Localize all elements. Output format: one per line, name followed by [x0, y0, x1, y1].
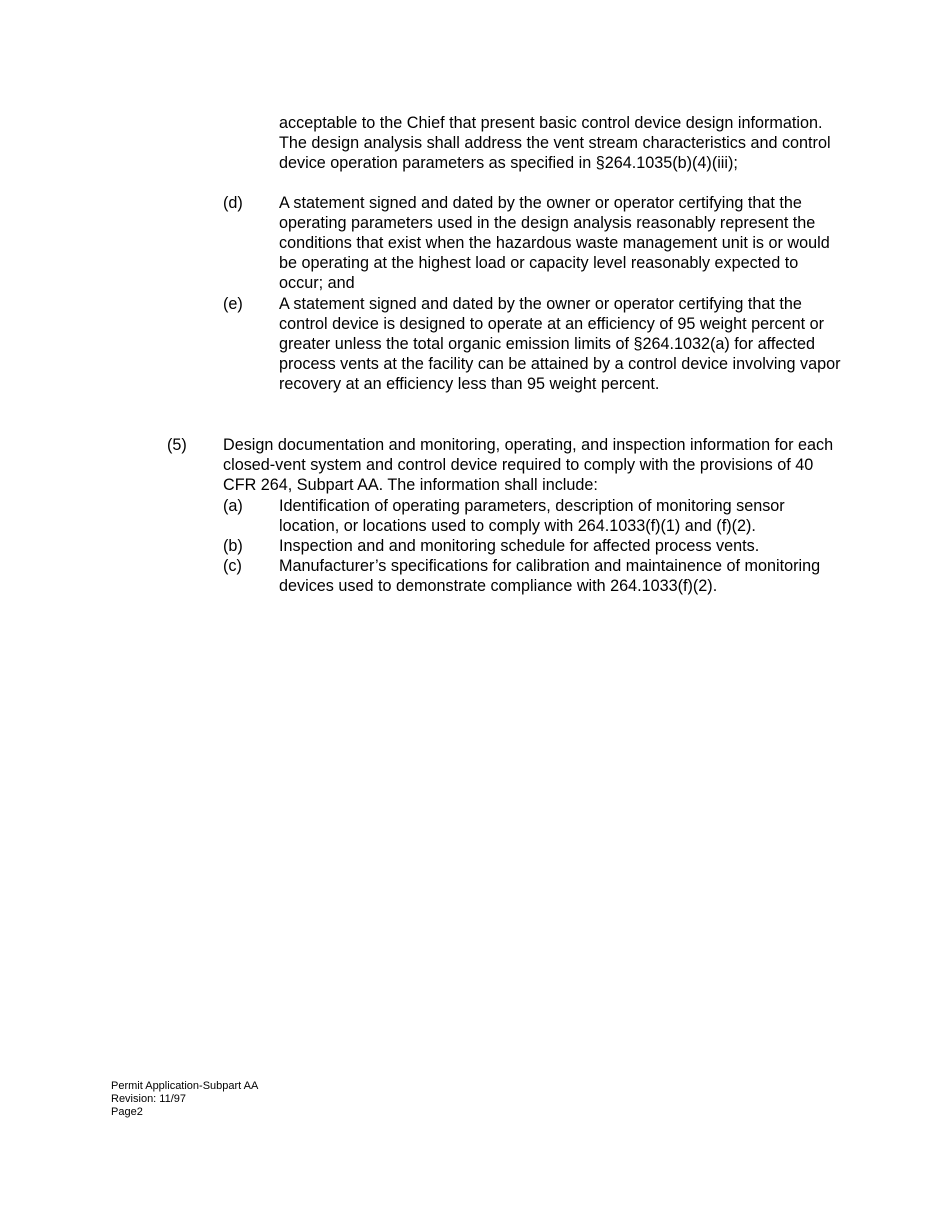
item-e-text: A statement signed and dated by the owner or operator certifying that the control device is designed to operate at an efficiency of 95 weight percent or greater unless the total organic emission limits of §264.1032(a) for affected process vents at the facility can be attained by a control device involving vapor recovery at an efficiency less than 95 weight percent. — [279, 295, 841, 394]
section-5-item-a-text: Identification of operating parameters, description of monitoring sensor location, or locations used to comply with 264.1033(f)(1) and (f)(2). — [279, 497, 785, 536]
section-5-label: (5) — [167, 436, 187, 454]
section-5-item-c-label: (c) — [223, 557, 242, 575]
footer-page-number: Page2 — [111, 1105, 143, 1118]
item-e-label: (e) — [223, 295, 243, 313]
item-d-text: A statement signed and dated by the owner or operator certifying that the operating parameters used in the design analysis reasonably represent the conditions that exist when the hazardous waste management unit is or would be operating at the highest load or capacity level reasonably expected to occur; and — [279, 194, 830, 293]
section-5-item-a-label: (a) — [223, 497, 243, 515]
section-5-item-c-text: Manufacturer’s specifications for calibration and maintainence of monitoring devices used to demonstrate compliance with 264.1033(f)(2). — [279, 557, 821, 596]
footer-document-title: Permit Application-Subpart AA — [111, 1080, 259, 1092]
continuation-paragraph: acceptable to the Chief that present basic control device design information. The design analysis shall address the vent stream characteristics and control device operation parameters as specified in §264.1035(b)(4)(iii); — [279, 114, 831, 173]
section-5-item-b-label: (b) — [223, 537, 243, 555]
section-5-item-b-text: Inspection and and monitoring schedule for affected process vents. — [279, 537, 760, 555]
page-footer — [111, 1080, 258, 1118]
item-d-label: (d) — [223, 194, 243, 212]
section-5-text: Design documentation and monitoring, operating, and inspection information for each closed-vent system and control device required to comply with the provisions of 40 CFR 264, Subpart AA. The information shall include: — [223, 436, 834, 495]
footer-revision: Revision: 11/97 — [111, 1092, 187, 1105]
